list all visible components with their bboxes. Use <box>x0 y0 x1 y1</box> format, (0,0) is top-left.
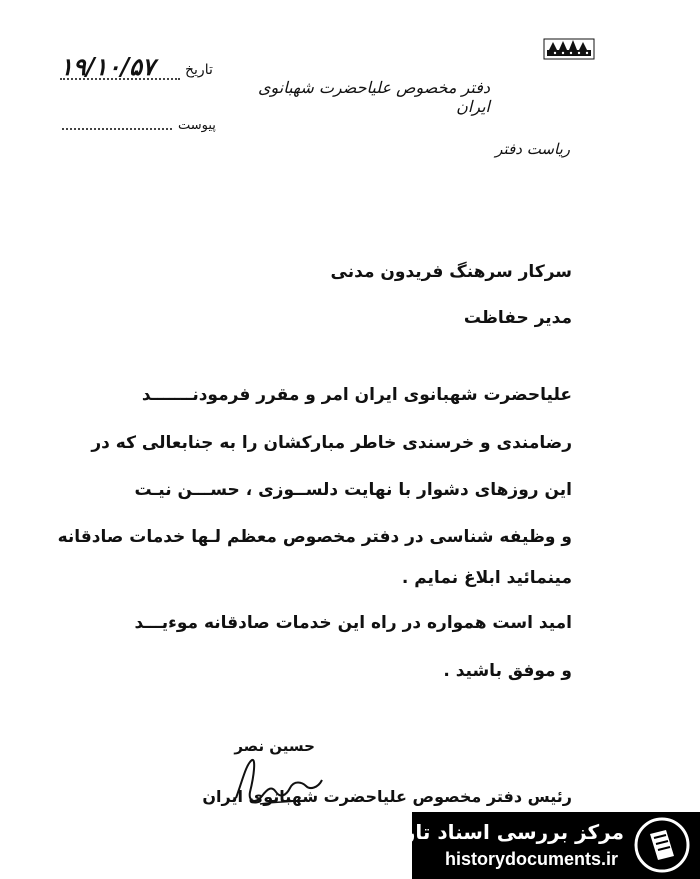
body-line: این روزهای دشوار با نهایت دلســوزی ، حســـن نیـت <box>134 480 572 500</box>
attachment-label: پیوست <box>178 118 216 133</box>
body-line: مینمائید ابلاغ نمایم . <box>401 568 572 588</box>
crown-emblem-icon <box>543 38 595 60</box>
office-letterhead: دفتر مخصوص علیاحضرت شهبانوی ایران <box>258 78 490 116</box>
attachment-dotted-line <box>62 128 172 130</box>
date-value: ۱۹/۱۰/۵۷ <box>60 52 155 81</box>
date-label: تاریخ <box>185 62 213 78</box>
signer-title: رئیس دفتر مخصوص علیاحضرت شهبانوی ایران <box>202 787 572 806</box>
recipient-line: سرکار سرهنگ فریدون مدنی <box>330 262 572 282</box>
department-label: ریاست دفتر <box>495 140 570 158</box>
watermark-url[interactable]: historydocuments.ir <box>444 849 618 869</box>
watermark-title: مرکز بررسی اسناد تاریخی <box>361 820 624 844</box>
body-line: رضامندی و خرسندی خاطر مبارکشان را به جنابعالی که در <box>91 433 572 453</box>
body-line: و موفق باشید . <box>443 661 572 681</box>
document-center-logo-icon <box>632 816 692 874</box>
date-dotted-line <box>60 78 180 80</box>
body-line: امید است همواره در راه این خدمات صادقانه موءیـــد <box>134 613 572 633</box>
recipient-role: مدیر حفاظت <box>463 308 572 328</box>
body-line: و وظیفه شناسی در دفتر مخصوص معظم لـها خدمات صادقانه <box>57 527 572 547</box>
body-line: علیاحضرت شهبانوی ایران امر و مقرر فرمودنـــــــد <box>141 385 572 405</box>
signer-name: حسین نصر <box>234 737 315 755</box>
